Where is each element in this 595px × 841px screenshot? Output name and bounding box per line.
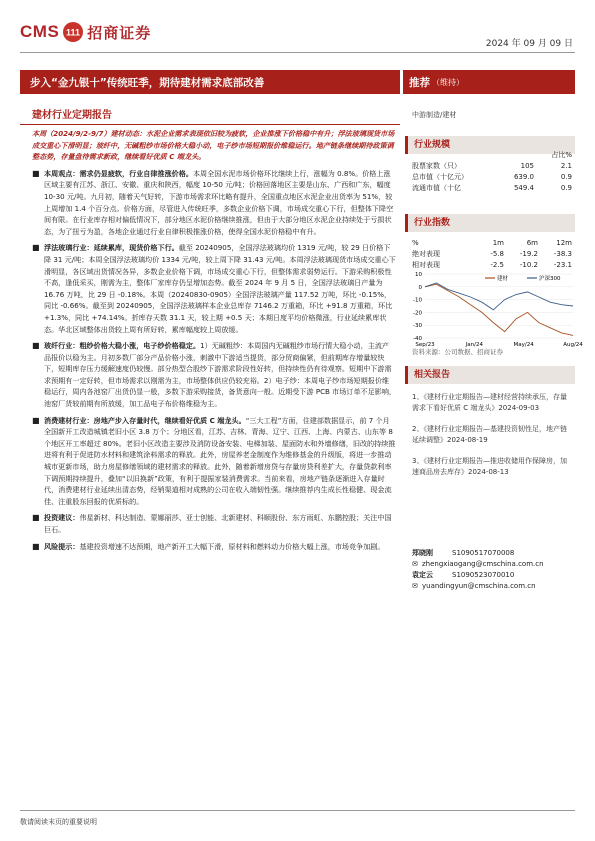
svg-text:111: 111: [66, 27, 81, 38]
y-tick-label: -40: [413, 336, 422, 342]
paragraph-text: 本周全国水泥市场价格环比继续上行，涨幅为 0.8%。价格上涨区域主要有江苏、浙江、安徽、重庆和陕西，幅度 10-50 元/吨；价格回落地区主要是山东、广西和广东，幅度 10-30 元/吨。九月初，随着天气好转，下游市场需求环比略有提升，全国重点地区水泥企业出货率为 51%，较上周增加 1.4 个百分点。价格方面，尽管进入传统旺季，多数企业价格下调，市场成交重心下行，但整体下降空间有限。在行业库存相对偏低情况下，部分地区水泥价格继续推涨，但由于大部分地区水泥企业持续处于亏损状态，为了扭亏为盈，各地企业通过行业自律积极推涨价格，使得全国水泥价格稳中有升。: [44, 168, 394, 236]
y-tick-label: 10: [415, 272, 422, 278]
logo-seal-icon: [62, 21, 84, 43]
logo-en: CMS: [20, 22, 60, 41]
row-pct: 0.9: [560, 173, 572, 181]
paragraph-investment: [32, 512, 396, 535]
series-line: [425, 284, 573, 335]
email-icon: ✉: [412, 560, 418, 568]
related-item[interactable]: 2、《建材行业定期报告—基建投资韧性足，地产链延续调整》2024-08-19: [412, 425, 567, 444]
row-name: 总市值（十亿元）: [412, 173, 468, 181]
footer-note: 敬请阅读末页的重要说明: [20, 818, 97, 826]
table-row: [412, 161, 572, 172]
cell: -38.3: [553, 250, 572, 258]
paragraph-heading: 投资建议：: [44, 513, 80, 523]
author-email-row: [412, 559, 577, 570]
author-name: 袁定云: [412, 571, 433, 579]
report-type-divider: [20, 124, 400, 125]
col-header: 6m: [526, 239, 538, 247]
index-heading: 行业指数: [405, 214, 575, 232]
paragraph-text: 1）无碱粗纱：本周国内无碱粗纱市场行情大稳小动，主流产品报价以稳为主。月初多数厂部分产品价格小涨，刺激中下游适当提货，部分贸商偏紧，但前期库存增量较快下，短期库存压力缓解速度仍较慢。部分热型合股纱下游需求阶段性好转，但持续性仍有待观察。短期中下游需求预期有一定好转，但市场需求以刚需为主，市场整体供应仍较充裕。2）电子纱：本周电子纱市场短期报价维稳运行，周内各池窑厂出货仍显一般，多数下游采购接货，备货意向一般。近期受下游 PCB 市场订单不足影响，池窑厂货较前期有所放缓，加工品电子布价格维稳为主。: [44, 341, 397, 409]
col-header: 1m: [492, 239, 504, 247]
company-logo: [20, 20, 151, 44]
bullet-icon: ■: [32, 243, 40, 253]
row-value: 549.4: [513, 184, 534, 192]
y-tick-label: -20: [413, 310, 422, 317]
paragraph-text: “三大工程”方面，住建部数据显示，前 7 个月全国新开工改造城镇老旧小区 3.8 万个；分地区看，江苏、吉林、青海、辽宁、江西、上海、内蒙古、山东等 8 个地区开工率超过 80%。老旧小区改造主要涉及消防设备安装、电梯加装、屋面防水和外墙修缮，旧改的持续推进将有利于促进防水材料和建筑涂料需求的释放。此外，房屋养老金制度作为维修基金的升级版，将进一步推动城市更新市场，助力房屋修缮领域的建材需求的释放。此外，随着新增房贷与存量房贷利差扩大，存量贷款利率下调预期持续提升，叠加“以旧换新”政策，有利于提振家装消费需求。当前来看，房地产链条逐渐进入存量时代，消费建材行业延续出清态势，经销渠道相对成熟的公司在收入端韧性强。继续推荐内生成长性稳健、现金流佳、注重股东回报的优质标的。: [44, 415, 396, 506]
index-table: [412, 238, 572, 271]
table-header: [412, 238, 572, 249]
x-tick-label: Jan/24: [465, 342, 484, 348]
footer-divider: [20, 810, 575, 811]
cell: -2.5: [490, 261, 504, 269]
paragraph-heading: 玻纤行业：粗纱价格大稳小涨，电子纱价格稳定。: [44, 341, 201, 351]
scale-table: [412, 150, 572, 194]
cell: -23.1: [553, 261, 572, 269]
paragraph-heading: 风险提示：: [44, 541, 80, 551]
author-email[interactable]: zhengxiaogang@cmschina.com.cn: [422, 560, 544, 568]
main-content: [32, 128, 396, 552]
table-row: [412, 183, 572, 194]
author-email[interactable]: yuandingyun@cmschina.com.cn: [422, 582, 536, 590]
paragraph-consumer: [32, 415, 396, 508]
row-name: 绝对表现: [412, 250, 440, 258]
index-chart: [405, 270, 583, 352]
rating-badge: [403, 70, 575, 94]
report-type: 建材行业定期报告: [32, 110, 112, 121]
table-header: [412, 150, 572, 161]
paragraph-text: 基建投资增速不达预期，地产新开工大幅下滑，原材料和燃料动力价格大幅上涨，市场竞争加剧。: [79, 541, 385, 551]
author-row: [412, 570, 577, 581]
y-tick-label: -10: [413, 297, 422, 304]
table-row: [412, 249, 572, 260]
paragraph-cement: [32, 168, 396, 238]
paragraph-heading: 消费建材行业：房地产步入存量时代，继续看好优质 C 端龙头。: [44, 415, 246, 425]
logo-cn: 招商证券: [87, 23, 152, 42]
legend-label: 沪深300: [539, 276, 561, 282]
row-pct: 2.1: [560, 162, 572, 170]
paragraph-fiberglass: [32, 340, 396, 410]
bullet-icon: ■: [32, 415, 40, 425]
related-heading: 相关报告: [405, 366, 575, 384]
chart-source: 资料来源：公司数据、招商证券: [412, 348, 503, 356]
author-id: S1090523070010: [452, 571, 515, 579]
email-icon: ✉: [412, 582, 418, 590]
paragraph-glass: [32, 242, 396, 335]
rating-label: 推荐: [409, 76, 430, 89]
legend-label: 建材: [497, 276, 509, 282]
cell: -19.2: [519, 250, 538, 258]
author-block: [412, 548, 577, 592]
row-name: 股票家数（只）: [412, 162, 461, 170]
bullet-icon: ■: [32, 541, 40, 551]
paragraph-heading: 浮法玻璃行业：延续累库，现货价格下行。: [44, 243, 179, 253]
y-tick-label: 0: [418, 284, 422, 291]
bullet-icon: ■: [32, 513, 40, 523]
pct-header: 占比%: [551, 151, 572, 159]
author-row: [412, 548, 577, 559]
paragraph-heading: 本周观点：需求仍显疲软，行业自律推涨价格。: [44, 168, 193, 178]
author-email-row: [412, 581, 577, 592]
related-item[interactable]: 1、《建材行业定期报告—建材经营持续承压，存量需求下看好优质 C 端龙头》2024-09-03: [412, 393, 567, 412]
x-tick-label: Aug/24: [563, 342, 583, 348]
row-name: 流通市值（十亿: [412, 184, 461, 192]
related-item[interactable]: 3、《建材行业定期报告—推进收储用作保障房，加速商品房去库存》2024-08-13: [412, 457, 567, 476]
paragraph-text: 伟星新材、科达制造、蒙娜丽莎、亚士创能、北新建材、科顺股份、东方雨虹、东鹏控股；关注中国巨石。: [44, 513, 392, 534]
cell: -5.8: [490, 250, 504, 258]
header-divider: [20, 52, 575, 53]
x-tick-label: Sep/23: [415, 342, 435, 348]
row-pct: 0.9: [560, 184, 572, 192]
scale-heading: 行业规模: [405, 136, 575, 154]
summary-paragraph: 本周（2024/9/2-9/7）建材动态：水泥企业需求表现依旧较为疲软，企业推涨下价格稳中有升；浮法玻璃现货市场成交重心下滑明显；玻纤中，无碱粗纱市场价格大稳小动，电子纱市场短期报价维稳运行。地产链条继续期待政策调整态势，存量盘待需求新政，继续看好优质 C 端龙头。: [32, 129, 395, 162]
y-tick-label: -30: [413, 323, 422, 330]
rating-sub: （维持）: [432, 77, 464, 87]
paragraph-risk: [32, 541, 396, 553]
paragraph-text: 截至 20240905，全国浮法玻璃均价 1319 元/吨，较 29 日价格下降 31 元/吨；本周全国浮法玻璃均价 1334 元/吨，较上周下降 31.43 元/吨。本周浮法玻璃现货市场成交重心下滑明显，各区域出货情况各异，多数企业价格下调，市场成交重心下行，但整体需求弱势运行。下游采购积极性不高，逢低采买，刚需为主，整体厂家库存仍呈增加态势。截至 2024 年 9 月 5 日，全国浮法玻璃日产量为 16.76 万吨，比 29 日 -0.18%。本周（20240830-0905）全国浮法玻璃产量 117.52 万吨，环比 -0.15%，同比 -0.66%。截至到 20240905，全国浮法玻璃样本企业总库存 7146.2 万重箱，环比 +91.8 万重箱，环比 +1.3%，同比 +74.14%。折库存天数 31.1 天，较上期 +0.5 天；本期日度平均价格微涨，行业延续累库状态。华北区域整体出货较上周有所好转，累库幅度较上周放缓。: [44, 243, 396, 334]
author-id: S1090517070008: [452, 549, 515, 557]
cell: -10.2: [519, 261, 538, 269]
report-title: 步入“金九银十”传统旺季，期待建材需求底部改善: [20, 70, 400, 94]
unit-label: %: [412, 239, 419, 247]
row-value: 639.0: [513, 173, 534, 181]
industry-label: 中游制造/建材: [412, 111, 457, 119]
author-name: 郑晓刚: [412, 549, 433, 557]
bullet-icon: ■: [32, 168, 40, 178]
row-name: 相对表现: [412, 261, 440, 269]
row-value: 105: [520, 162, 534, 170]
x-tick-label: May/24: [513, 342, 534, 348]
table-row: [412, 172, 572, 183]
col-header: 12m: [556, 239, 572, 247]
related-reports: [412, 392, 572, 488]
report-date: 2024 年 09 月 09 日: [485, 39, 573, 49]
bullet-icon: ■: [32, 341, 40, 351]
